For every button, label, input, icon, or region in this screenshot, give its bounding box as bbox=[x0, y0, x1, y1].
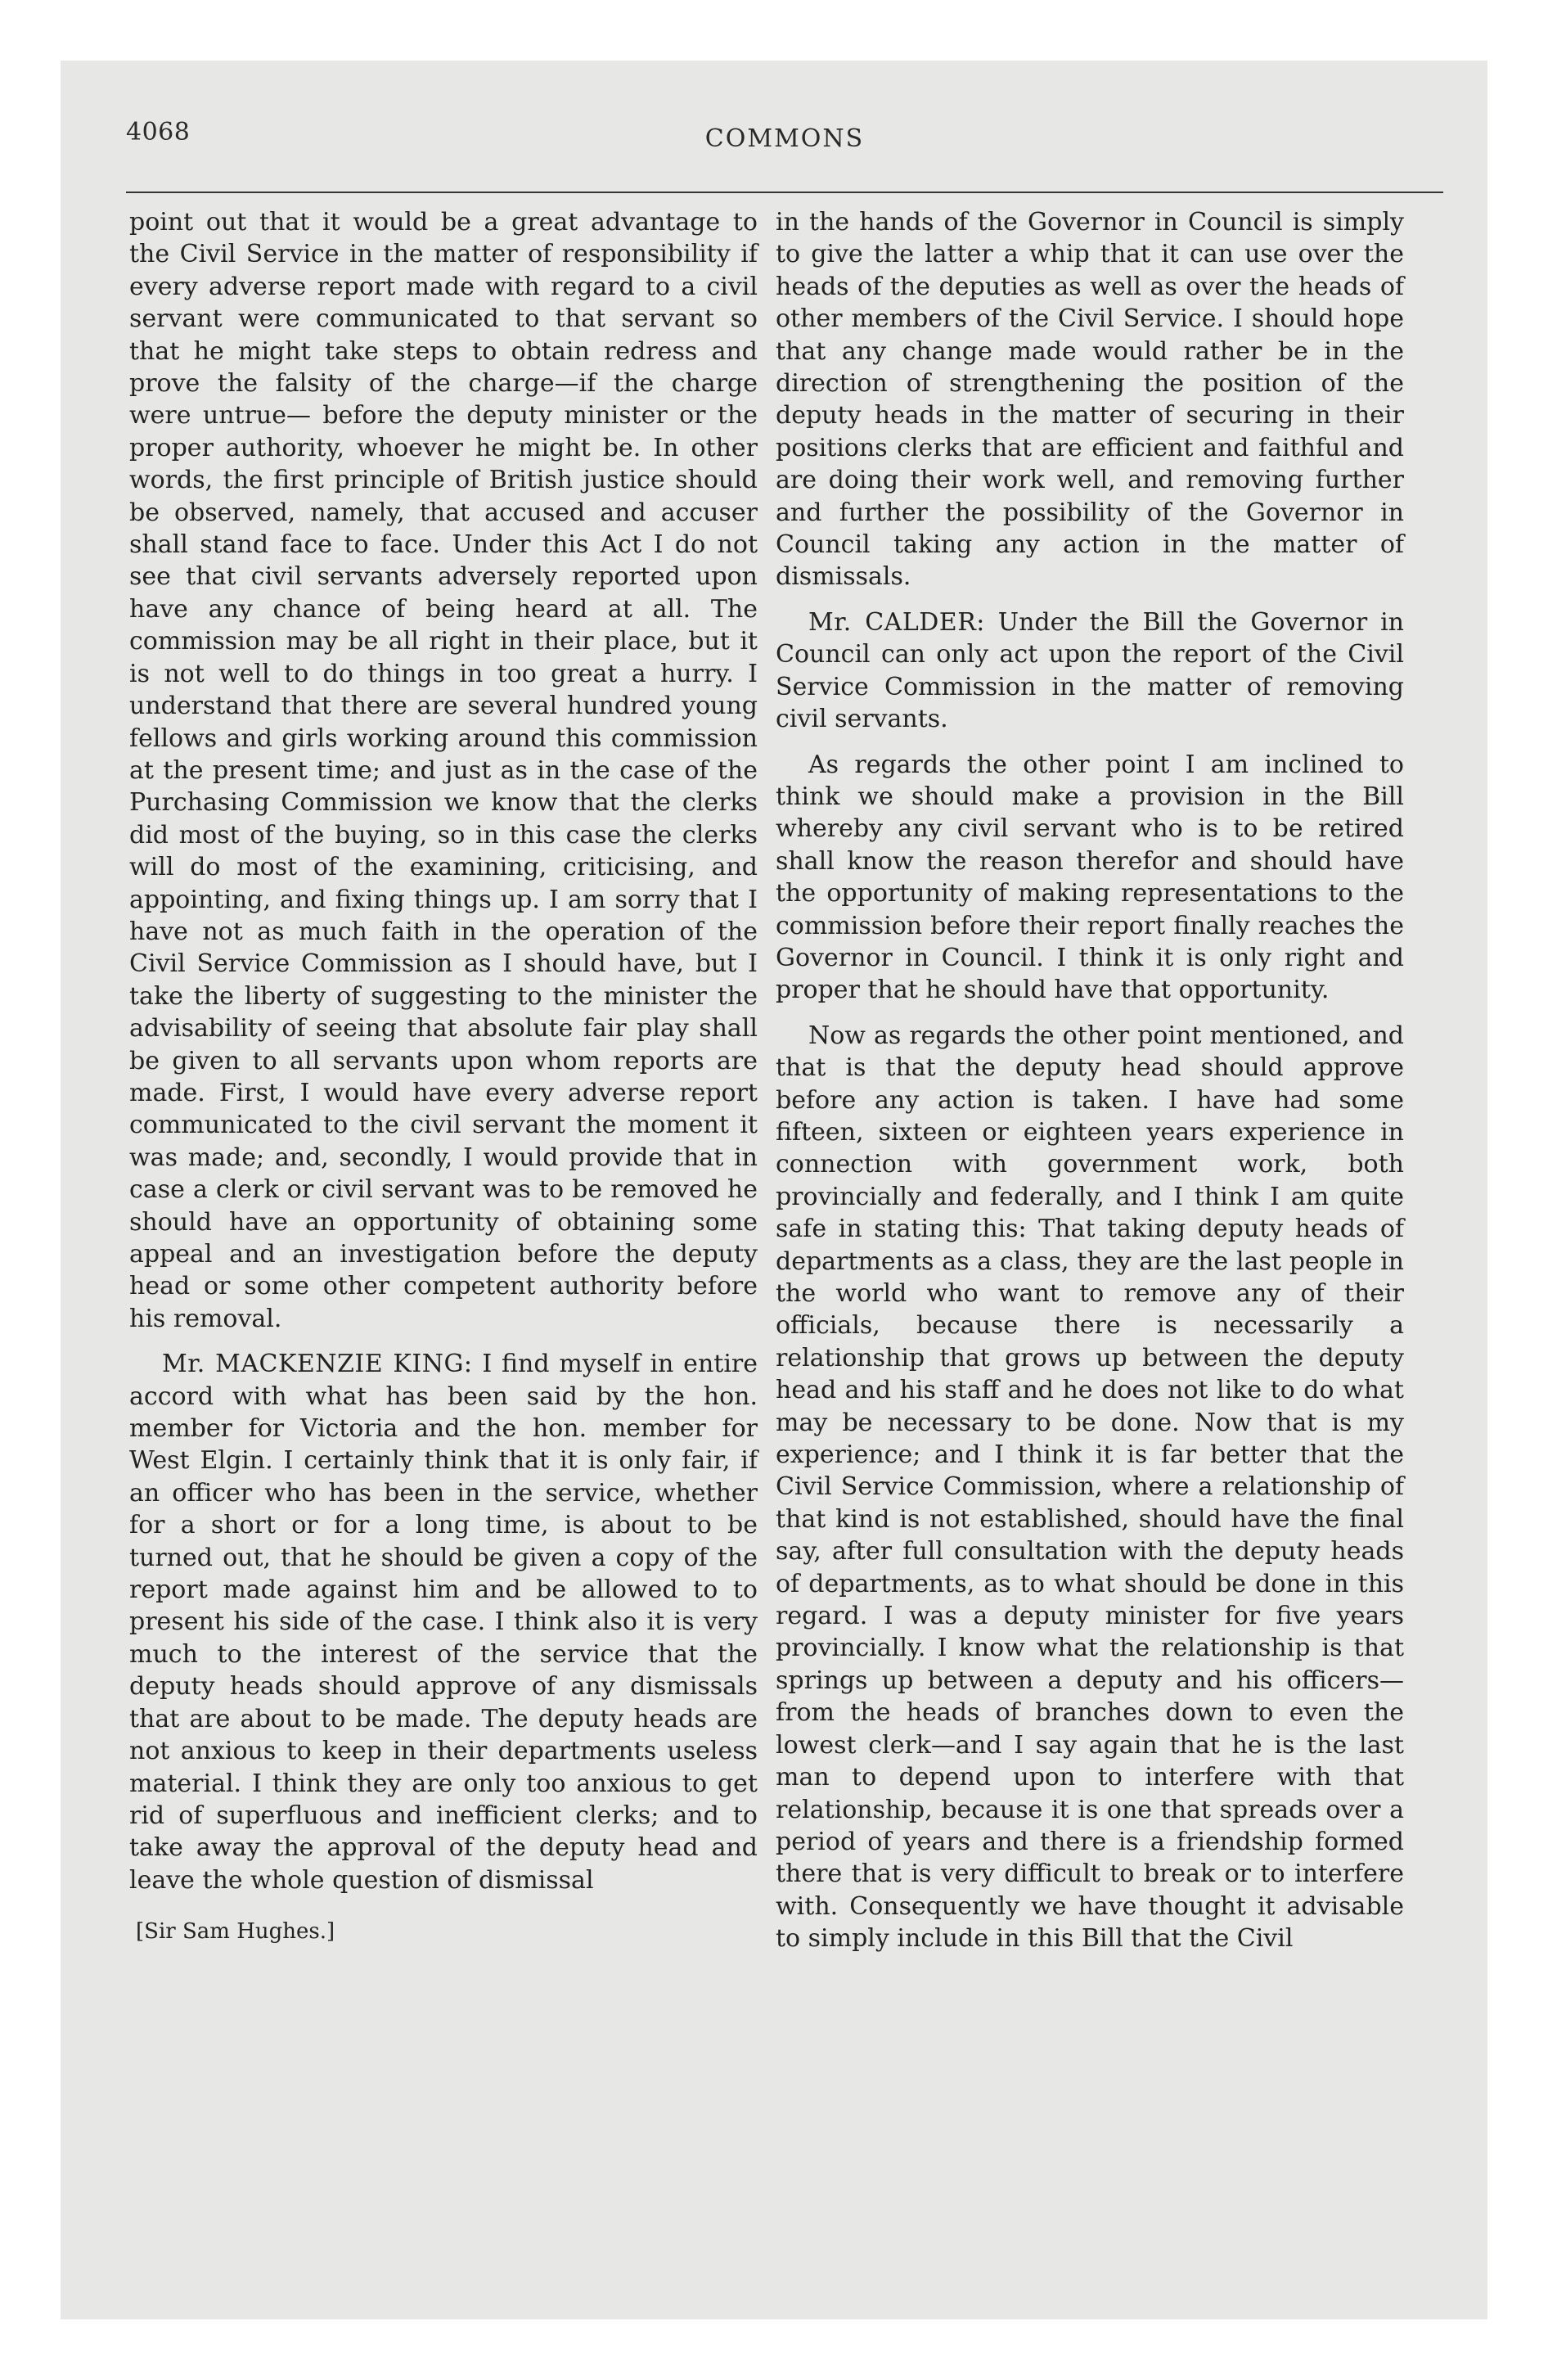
left-column bbox=[129, 206, 758, 1949]
speech-text: I find myself in entire accord with what has been said by the hon. member for Victoria and the hon. member for West Elgin. I certainly think that it is only fair, if an officer who has been in the service, whether for a short or for a long time, is about to be turned out, that he should be given a copy of the report made against him and be allowed to to present his side of the case. I think also it is very much to the interest of the service that the deputy heads should approve of any dismissals that are about to be made. The deputy heads are not anxious to keep in their departments useless material. I think they are only too anxious to get rid of superfluous and inefficient clerks; and to take away the approval of the deputy head and leave the whole question of dismissal bbox=[129, 1350, 758, 1895]
right-paragraph-1: in the hands of the Governor in Council is simply to give the latter a whip that it can use over the heads of the deputies as well as over the heads of other members of the Civil Service. I should hope that any change made would rather be in the direction of strengthening the position of the deputy heads in the matter of securing in their positions clerks that are efficient and faithful and are doing their work well, and removing further and further the possibility of the Governor in Council taking any action in the matter of dismissals. bbox=[776, 208, 1404, 592]
speaker-name: Mr. CALDER: bbox=[808, 607, 985, 637]
speech-text: Under the Bill the Governor in Council can only act upon the report of the Civil Service Commission in the matter of removing civil servants. bbox=[776, 607, 1404, 734]
left-paragraph-1: point out that it would be a great advantage to the Civil Service in the matter of responsibility if every adverse report made with regard to a civil servant were communicated to that servant so that he might take steps to obtain redress and prove the falsity of the charge—if the charge were untrue— before the deputy minister or the proper authority, whoever he might be. In other words, the first principle of British justice should be observed, namely, that accused and accuser shall stand face to face. Under this Act I do not see that civil servants adversely reported upon have any chance of being heard at all. The commission may be all right in their place, but it is not well to do things in too great a hurry. I understand that there are several hundred young fellows and girls working around this commission at the present time; and just as in the case of the Purchasing Commission we know that the clerks did most of the buying, so in this case the clerks will do most of the examining, criticising, and appointing, and fixing things up. I am sorry that I have not as much faith in the operation of the Civil Service Commission as I should have, but I take the liberty of suggesting to the minister the advisability of seeing that absolute fair play shall be given to all servants upon whom reports are made. First, I would have every adverse report communicated to the civil servant the moment it was made; and, secondly, I would provide that in case a clerk or civil servant was to be removed he should have an opportunity of obtaining some appeal and an investigation before the deputy head or some other competent authority before his removal. bbox=[129, 208, 758, 1333]
page-number: 4068 bbox=[126, 118, 191, 146]
page-sheet bbox=[61, 61, 1487, 2319]
right-paragraph-4: Now as regards the other point mentioned, and that is that the deputy head should approve before any action is taken. I have had some fifteen, sixteen or eighteen years experience in connection with government work, both provincially and federally, and I think I am quite safe in stating this: That taking deputy heads of departments as a class, they are the last people in the world who want to remove any of their officials, because there is necessarily a relationship that grows up between the deputy head and his staff and he does not like to do what may be necessary to be done. Now that is my experience; and I think it is far better that the Civil Service Commission, where a relationship of that kind is not established, should have the final say, after full consultation with the deputy heads of departments, as to what should be done in this regard. I was a deputy minister for five years provincially. I know what the relationship is that springs up between a deputy and his officers—from the heads of branches down to even the lowest clerk—and I say again that he is the last man to depend upon to interfere with that relationship, because it is one that spreads over a period of years and there is a friendship formed there that is very difficult to break or to interfere with. Consequently we have thought it advisable to simply include in this Bill that the Civil bbox=[776, 1021, 1404, 1954]
header-rule bbox=[126, 192, 1443, 193]
left-paragraph-2 bbox=[129, 1348, 758, 1896]
page-attribution: [Sir Sam Hughes.] bbox=[136, 1919, 335, 1945]
page-header bbox=[126, 118, 1443, 167]
right-paragraph-3: As regards the other point I am inclined to think we should make a provision in the Bill whereby any civil servant who is to be retired shall know the reason therefor and should have the opportunity of making representations to the commission before their report finally reaches the Governor in Council. I think it is only right and proper that he should have that opportunity. bbox=[776, 750, 1404, 1005]
speaker-name: Mr. MACKENZIE KING: bbox=[162, 1350, 473, 1379]
right-column bbox=[776, 206, 1404, 1968]
right-paragraph-2 bbox=[776, 606, 1404, 736]
running-head: COMMONS bbox=[704, 124, 865, 153]
